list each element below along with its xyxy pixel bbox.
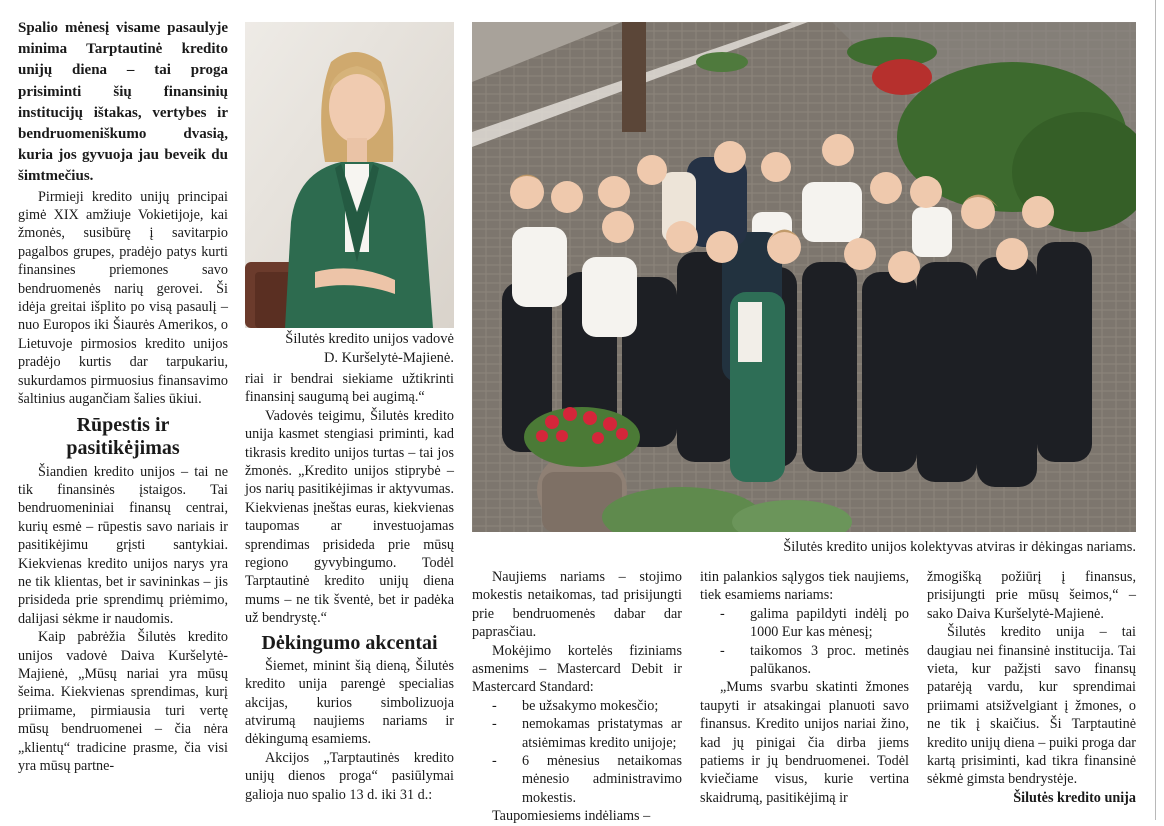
body-paragraph: itin palankios sąlygos tiek naujiems, tiek esamiems nariams: [700,569,909,604]
body-paragraph: Šilutės kredito unija – tai daugiau nei finansinė institucija. Tai vieta, kur pažįsti savo finansų patarėją vardu, kur sprendimai priimami atsižvelgiant į žmones, o ne tik į skaičius. Ši Tarptautinė kredito unijų diena – puiki proga dar kartą prisiminti, kad tikra finansinė sėkmė gimsta bendrystėje. [927,624,1136,788]
list-bullet: - [492,697,497,714]
body-paragraph: Mokėjimo kortelės fiziniams asmenims – Mastercard Debit ir Mastercard Standard: [472,642,682,696]
section-heading-dekingumo: Dėkingumo akcentai [261,631,438,654]
section-heading-rupestis: Rūpestis ir pasitikėjimas [66,413,180,459]
body-paragraph: Akcijos „Tarptautinės kredito unijų dienos proga“ pasiūlymai galioja nuo spalio 13 d. iki 31 d.: [245,749,454,803]
article-column-1 [18,18,228,775]
list-item: - galima papildyti indėlį po 1000 Eur kas mėnesį; [700,605,909,642]
list-bullet: - [720,642,725,659]
article-column-4 [700,568,909,807]
body-paragraph: Pirmieji kredito unijų principai gimė XIX amžiuje Vokietijoje, kai žmonės, susibūrę į savitarpio pagalbos grupes, pradėjo patys kurti finansines priemones savo bendruomenės narių gerovei. Ši idėja greitai išplito po visą pasaulį – nuo Europos iki Šiaurės Amerikos, o Lietuvoje pirmosios kredito unijos pradėjo kurtis dar tarpukariu, sukurdamos pirmuosius finansavimo šaltinius augančiam šalies ūkiui. [18,188,228,408]
article-column-2 [245,370,454,804]
list-bullet: - [492,753,497,770]
list-bullet: - [720,605,725,622]
portrait-caption [245,330,454,367]
article-column-3 [472,568,682,826]
group-photo [472,22,1136,532]
list-item: - taikomos 3 proc. metinės palūkanos. [700,642,909,679]
body-paragraph: Naujiems nariams – stojimo mokestis netaikomas, tad prisijungti prie bendruomenės dabar dar paprasčiau. [472,569,682,641]
body-paragraph: Šiandien kredito unijos – tai ne tik finansinės įstaigos. Tai bendruomeniniai finansų centrai, kurių esmė – rūpestis savo nariais ir pasitikėjimu grįsti santykiai. Kiekvienas kredito unijos narys yra ne tik klientas, bet ir savininkas – jis prisideda prie sprendimų priėmimo, dalijasi sėkme ir naudomis. [18,463,228,627]
portrait-photo [245,22,454,328]
body-paragraph: Šiemet, minint šią dieną, Šilutės kredito unija parengė specialias akcijas, kurios simbolizuoja atvirumą naujiems nariams ir dėkingumą esamiems. [245,657,454,748]
lead-paragraph: Spalio mėnesį visame pasaulyje minima Tarptautinė kredito unijų diena – tai proga prisiminti šių finansinių institucijų ištakas, vertybes ir bendruomeniškumo dvasią, kuria jos gyvuoja jau beveik du šimtmečius. [18,20,228,185]
list-item: - nemokamas pristatymas ar atsiėmimas kredito unijoje; [472,715,682,752]
body-paragraph: Kaip pabrėžia Šilutės kredito unijos vadovė Daiva Kuršelytė-Majienė, „Mūsų nariai yra mūsų šeima. Kiekvienas sprendimas, kurį priimame, pirmiausia turi vertę mūsų bendruomenei – čia nėra „klientų“ tradicine prasme, čia visi yra mūsų partne- [18,629,228,774]
list-bullet: - [492,716,497,733]
article-signature: Šilutės kredito unija [1013,789,1136,806]
group-photo-caption: Šilutės kredito unijos kolektyvas atviras ir dėkingas nariams. [783,539,1136,555]
list-item: - 6 mėnesius netaikomas mėnesio administravimo mokestis. [472,752,682,807]
list-item: - be užsakymo mokesčio; [472,697,682,715]
article-column-5 [927,568,1136,807]
page-edge-rule [1155,0,1156,820]
body-paragraph: Taupomiesiems indėliams – [492,808,651,825]
body-paragraph: Vadovės teigimu, Šilutės kredito unija kasmet stengiasi priminti, kad tikrasis kredito unijos turtas – tai jos žmonės. „Kredito unijos stiprybė – jos narių pasitikėjimas ir aktyvumas. Kiekvienas įneštas euras, kiekvienas taupomas ar investuojamas sprendimas prisideda prie mūsų regiono gyvybingumo. Todėl Tarptautinė kredito unijų diena mums – ne tik šventė, bet ir padėka už bendrystę.“ [245,407,454,627]
body-paragraph: riai ir bendrai siekiame užtikrinti finansinį saugumą bei augimą.“ [245,371,454,406]
portrait-caption-line2: D. Kuršelytė-Majienė. [323,349,454,366]
portrait-caption-line1: Šilutės kredito unijos vadovė [285,331,454,347]
body-paragraph: žmogišką požiūrį į finansus, prisijungti prie mūsų šeimos,“ – sako Daiva Kuršelytė-Majienė. [927,569,1136,622]
body-paragraph: „Mums svarbu skatinti žmones taupyti ir atsakingai planuoti savo finansus. Kredito unijos nariai žino, kad jų pinigai čia dirba jiems patiems ir jų bendruomenei. Todėl kviečiame visus, kurie vertina skaidrumą, pasitikėjimą ir [700,679,909,806]
